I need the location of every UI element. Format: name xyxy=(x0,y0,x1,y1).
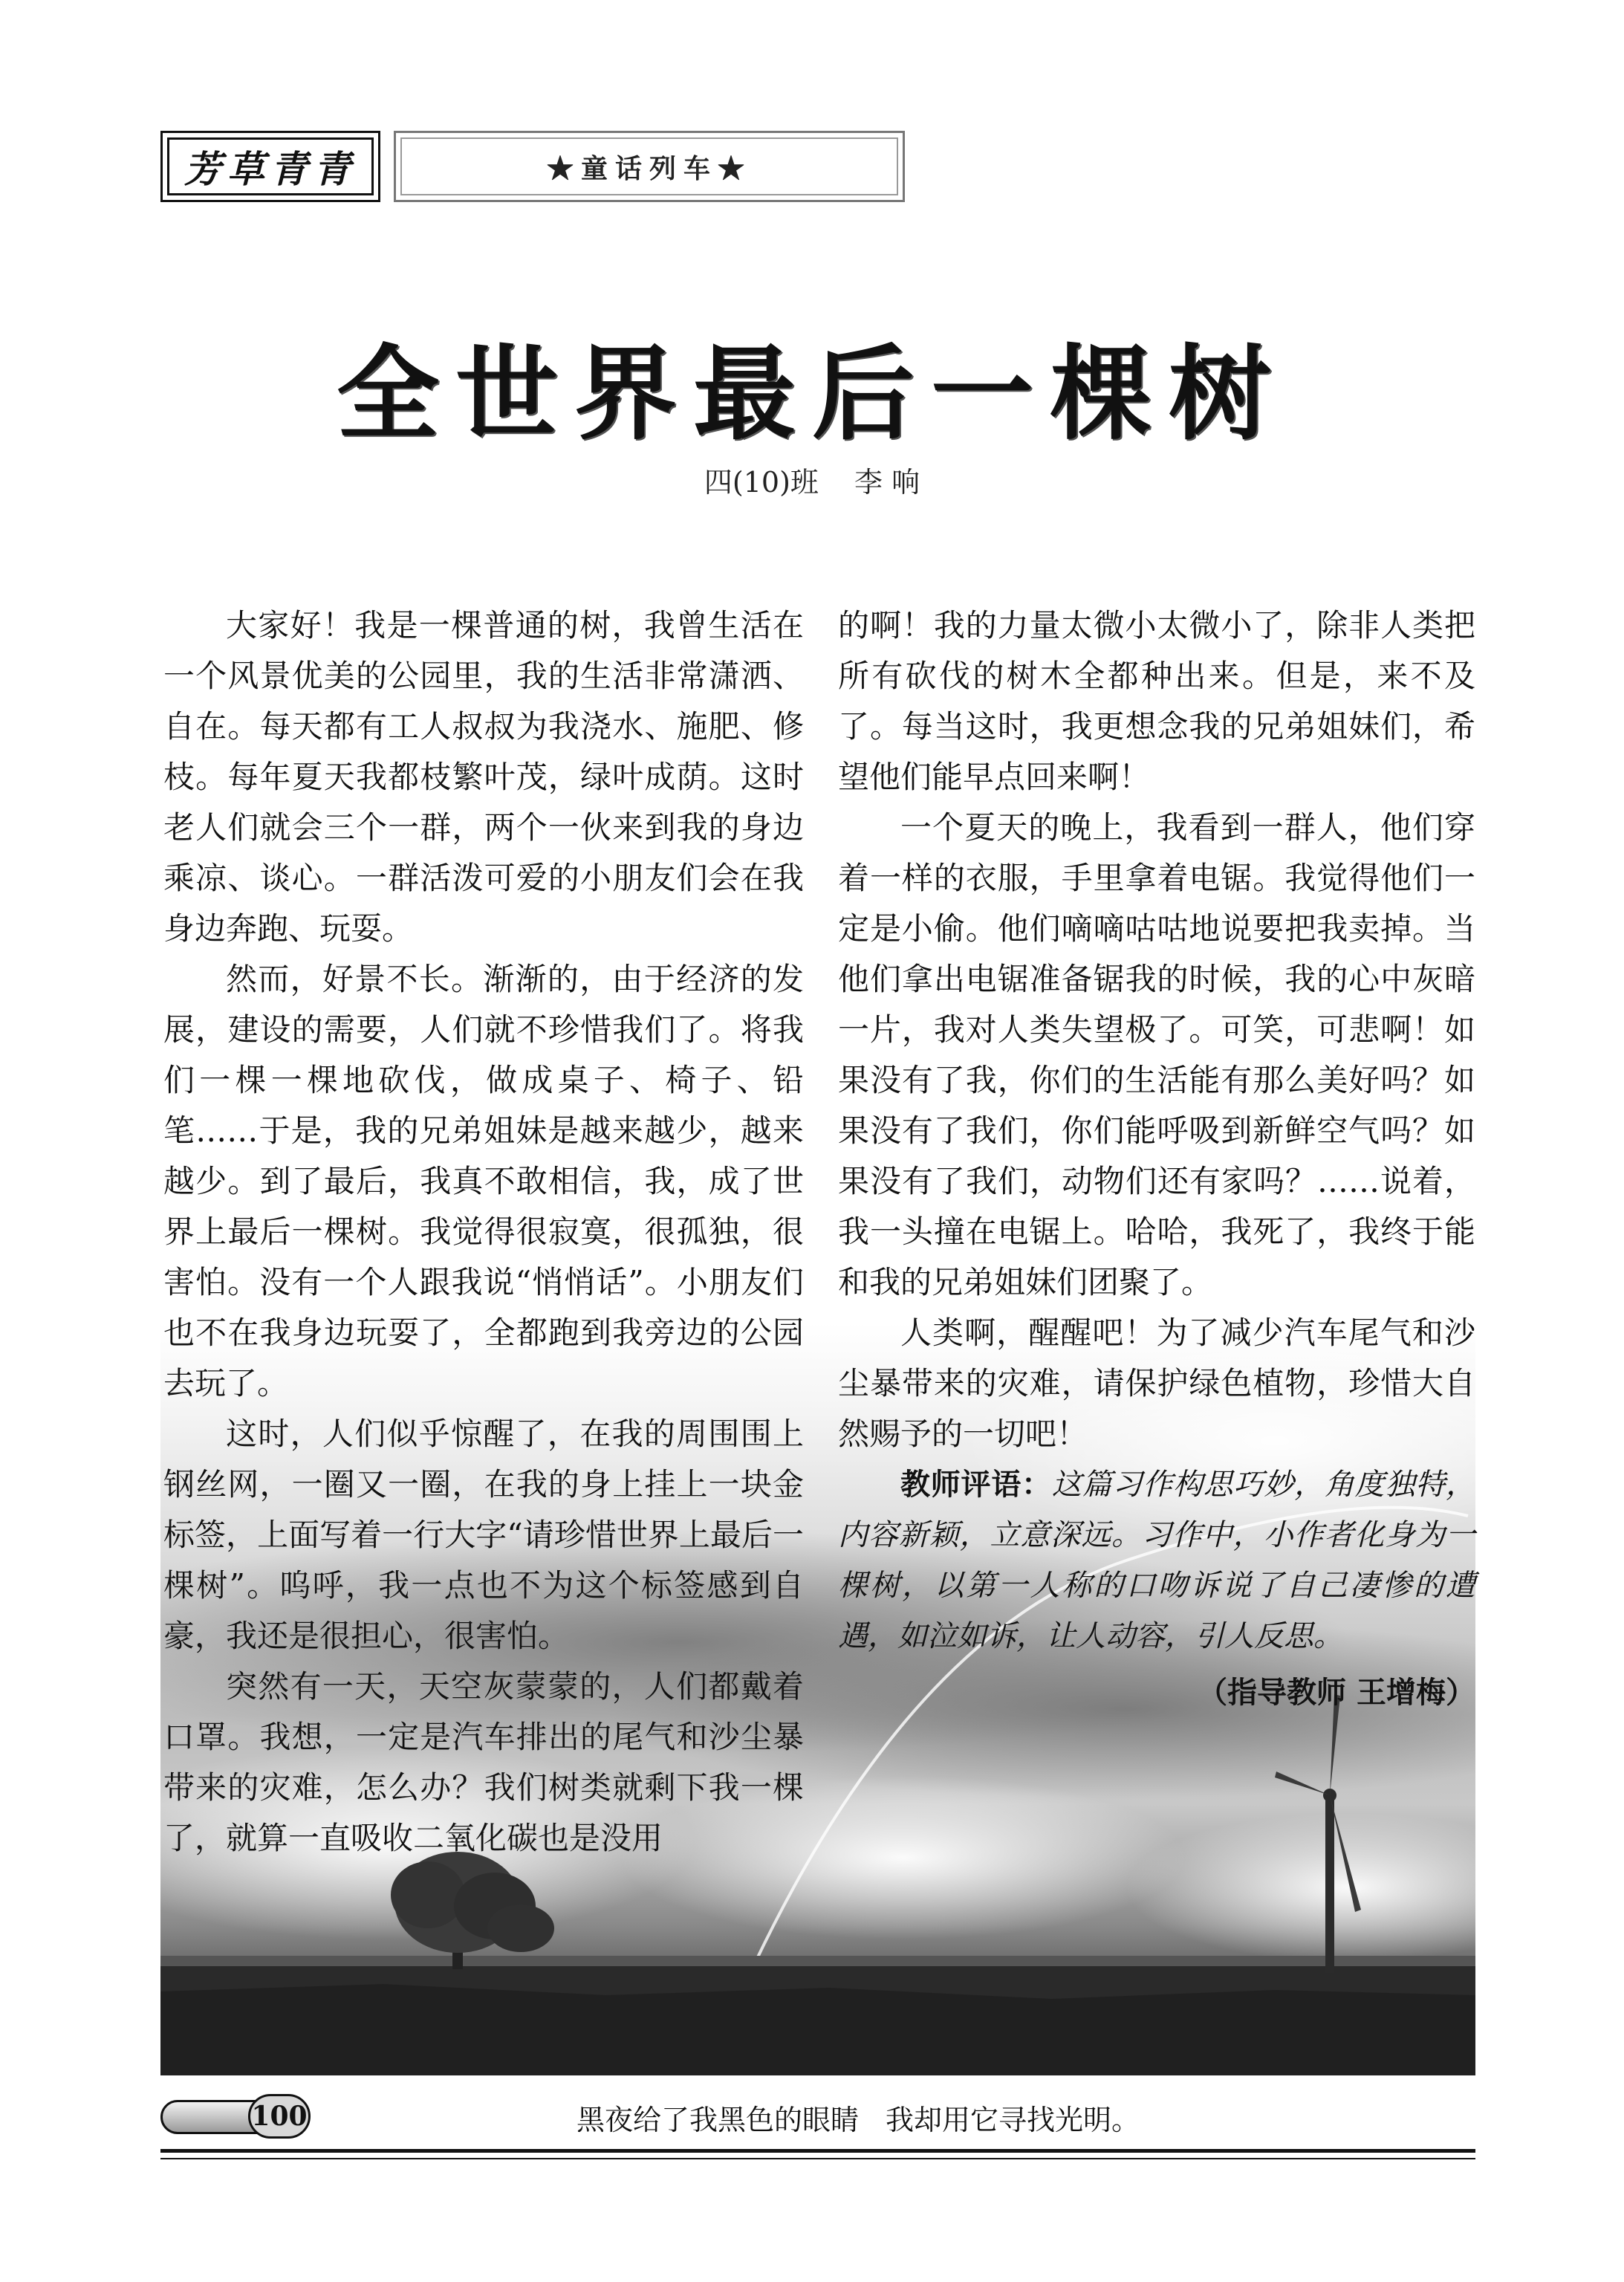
teacher-comment xyxy=(838,1459,1475,1662)
article-paragraph: 突然有一天，天空灰蒙蒙的，人们都戴着口罩。我想，一定是汽车排出的尾气和沙尘暴带来的灾难，怎么办？我们树类就剩下我一棵了，就算一直吸收二氧化碳也是没用 xyxy=(163,1668,804,1856)
byline-author: 李 响 xyxy=(854,466,920,499)
column-badge-text: 芳草青青 xyxy=(167,137,374,195)
teacher-comment-text: 这篇习作构思巧妙，角度独特，内容新颖，立意深远。习作中，小作者化身为一棵树，以第一人称的口吻诉说了自己凄惨的遭遇，如泣如诉，让人动容，引人反思。 xyxy=(838,1468,1476,1653)
article-paragraph-continued: 的啊！我的力量太微小太微小了，除非人类把所有砍伐的树木全都种出来。但是，来不及了。每当这时，我更想念我的兄弟姐妹们，希望他们能早点回来啊！ xyxy=(838,607,1475,795)
section-banner xyxy=(394,131,905,202)
article-paragraph: 一个夏天的晚上，我看到一群人，他们穿着一样的衣服，手里拿着电锯。我觉得他们一定是小偷。他们嘀嘀咕咕地说要把我卖掉。当他们拿出电锯准备锯我的时候，我的心中灰暗一片，我对人类失望极了。可笑，可悲啊！如果没有了我，你们的生活能有那么美好吗？如果没有了我们，你们能呼吸到新鲜空气吗？如果没有了我们，动物们还有家吗？……说着，我一头撞在电锯上。哈哈，我死了，我终于能和我的兄弟姐妹们团聚了。 xyxy=(838,809,1475,1300)
footer-motto-part1: 黑夜给了我黑色的眼睛 xyxy=(576,2104,860,2136)
section-banner-text: ★童话列车★ xyxy=(400,137,898,195)
page-footer xyxy=(160,2093,1475,2174)
article-right-column xyxy=(838,600,1475,1718)
page-header xyxy=(160,131,903,205)
horizon xyxy=(160,1956,1475,1966)
page-number: 100 xyxy=(248,2094,311,2139)
article-title: 全世界最后一棵树 xyxy=(336,333,1287,454)
column-badge xyxy=(160,131,380,202)
footer-rule xyxy=(160,2158,1475,2159)
article-paragraph: 大家好！我是一棵普通的树，我曾生活在一个风景优美的公园里，我的生活非常潇洒、自在。每天都有工人叔叔为我浇水、施肥、修枝。每年夏天我都枝繁叶茂，绿叶成荫。这时老人们就会三个一群，两个一伙来到我的身边乘凉、谈心。一群活泼可爱的小朋友们会在我身边奔跑、玩耍。 xyxy=(163,607,804,947)
article-paragraph: 人类啊，醒醒吧！为了减少汽车尾气和沙尘暴带来的灾难，请保护绿色植物，珍惜大自然赐予的一切吧！ xyxy=(838,1315,1475,1452)
article-paragraph: 这时，人们似乎惊醒了，在我的周围围上钢丝网，一圈又一圈，在我的身上挂上一块金标签，上面写着一行大字“请珍惜世界上最后一棵树”。呜呼，我一点也不为这个标签感到自豪，我还是很担心，很害怕。 xyxy=(163,1416,804,1654)
byline xyxy=(0,459,1624,500)
teacher-comment-label: 教师评语： xyxy=(900,1468,1052,1502)
byline-class: 四(10)班 xyxy=(704,466,819,499)
footer-motto-part2: 我却用它寻找光明。 xyxy=(886,2104,1140,2136)
cloud xyxy=(1126,1813,1475,1962)
teacher-credit: （指导教师 王增梅） xyxy=(1198,1676,1475,1710)
footer-motto xyxy=(576,2097,1166,2138)
article-left-column xyxy=(163,600,804,1864)
footer-rule xyxy=(160,2149,1475,2153)
ground-texture xyxy=(160,1984,1475,2075)
article-paragraph: 然而，好景不长。渐渐的，由于经济的发展，建设的需要，人们就不珍惜我们了。将我们一棵一棵地砍伐，做成桌子、椅子、铅笔……于是，我的兄弟姐妹是越来越少，越来越少。到了最后，我真不敢相信，我，成了世界上最后一棵树。我觉得很寂寞，很孤独，很害怕。没有一个人跟我说“悄悄话”。小朋友们也不在我身边玩耍了，全都跑到我旁边的公园去玩了。 xyxy=(163,961,804,1401)
